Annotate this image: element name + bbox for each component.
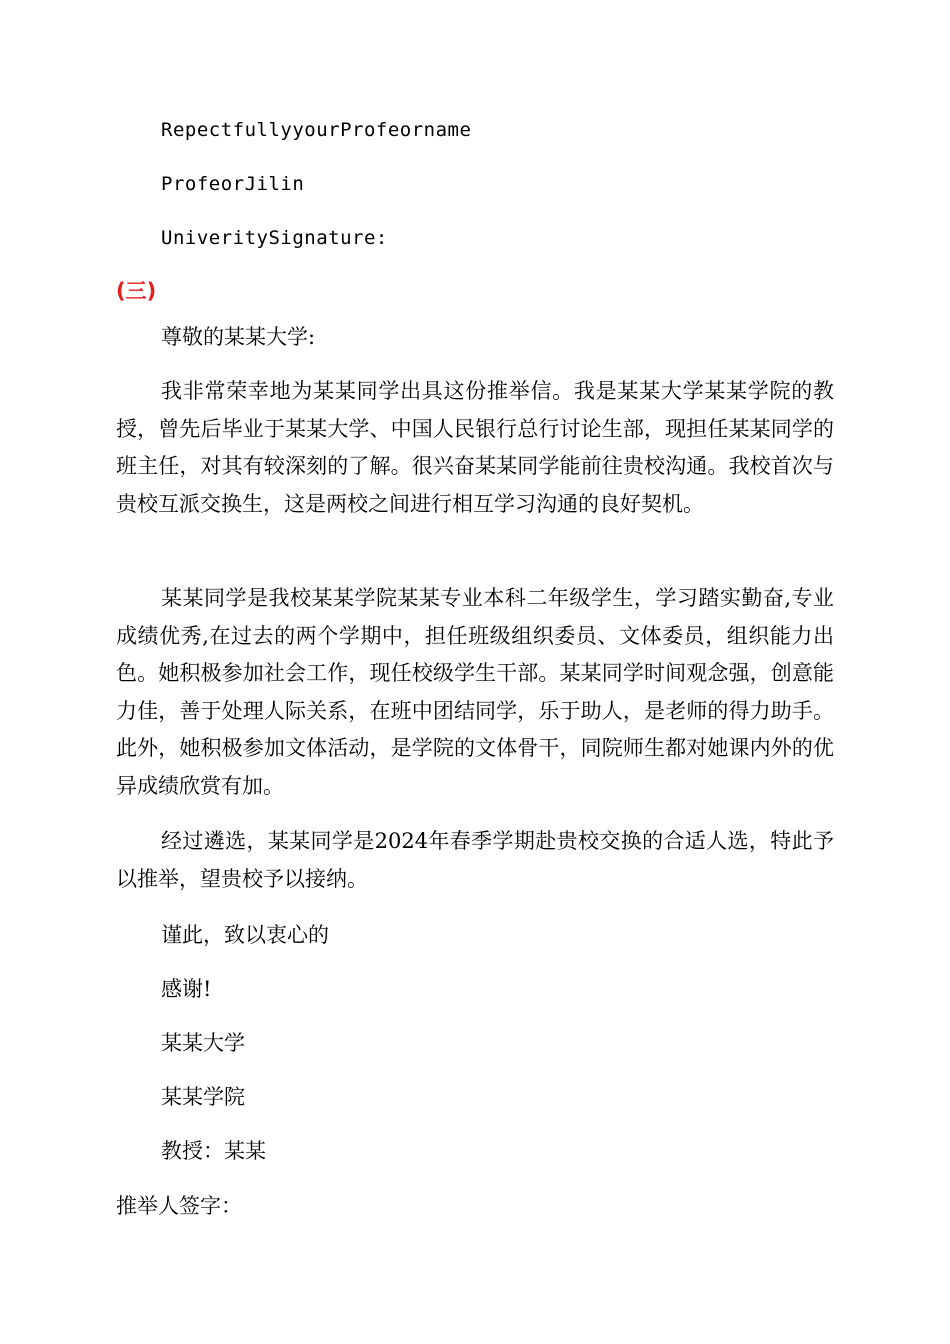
closing-line: RepectfullyyourProfeorname	[161, 119, 472, 141]
paragraph-2: 某某同学是我校某某学院某某专业本科二年级学生，学习踏实勤奋,专业成绩优秀,在过去的两个学期中，担任班级组织委员、文体委员，组织能力出色。她积极参加社会工作，现任校级学生干部。某某同学时间观念强，创意能力佳，善于处理人际关系，在班中团结同学，乐于助人，是老师的得力助手。此外，她积极参加文体活动，是学院的文体骨干，同院师生都对她课内外的优异成绩欣赏有加。	[116, 586, 834, 798]
section-heading: (三)	[116, 279, 157, 303]
closing-phrase: 谨此，致以衷心的	[161, 923, 329, 947]
salutation: 尊敬的某某大学:	[161, 325, 316, 349]
paragraph-3: 经过遴选，某某同学是2024年春季学期赴贵校交换的合适人选，特此予以推举，望贵校予以接纳。	[116, 829, 834, 891]
professor-name: 教授：某某	[161, 1139, 266, 1163]
university-name: 某某大学	[161, 1031, 245, 1055]
paragraph-1: 我非常荣幸地为某某同学出具这份推举信。我是某某大学某某学院的教授，曾先后毕业于某某大学、中国人民银行总行讨论生部，现担任某某同学的班主任，对其有较深刻的了解。很兴奋某某同学能前往贵校沟通。我校首次与贵校互派交换生，这是两校之间进行相互学习沟通的良好契机。	[116, 379, 834, 516]
college-name: 某某学院	[161, 1085, 245, 1109]
signature-line-en: UniveritySignature:	[161, 227, 388, 249]
signature-label: 推举人签字：	[116, 1194, 242, 1218]
thanks: 感谢!	[161, 977, 212, 1001]
title-line: ProfeorJilin	[161, 173, 305, 195]
